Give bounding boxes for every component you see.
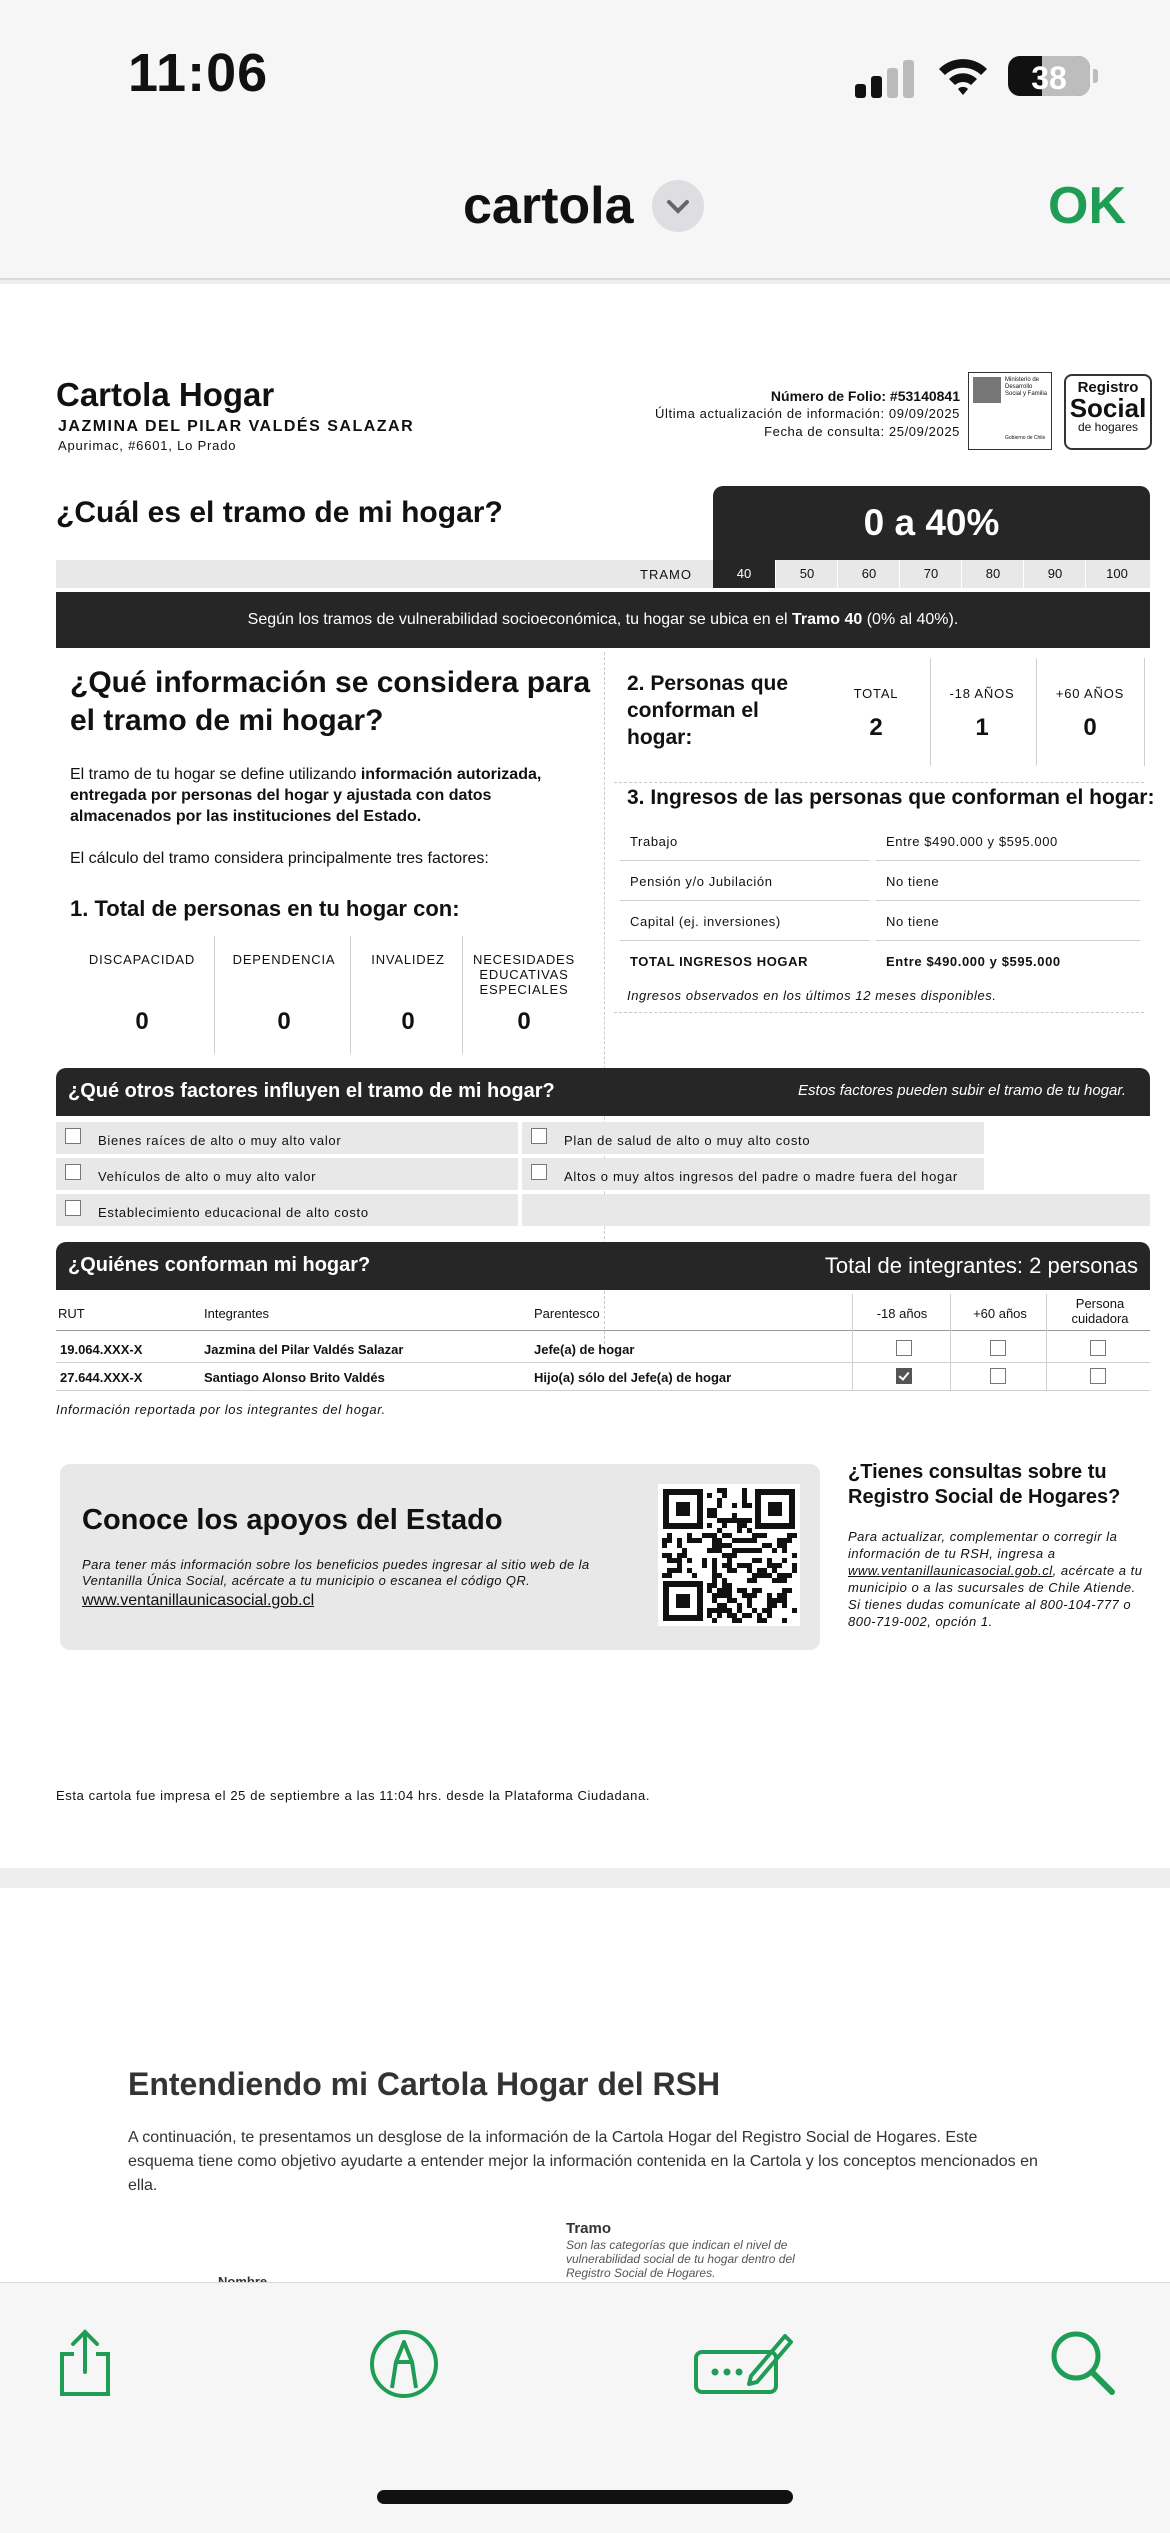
tramo-step: 100 [1085, 560, 1148, 588]
coat-of-arms-icon [973, 377, 1001, 403]
rsh-logo-line1: Registro [1077, 379, 1139, 396]
factor-label: Altos o muy altos ingresos del padre o madre fuera del hogar [564, 1169, 958, 1184]
persons-value: 0 [1083, 714, 1097, 741]
signature-icon[interactable] [693, 2330, 793, 2396]
consultas-pre: Para actualizar, complementar o corregir la información de tu RSH, ingresa a [848, 1529, 1118, 1561]
factor-checkbox[interactable] [65, 1128, 81, 1144]
tramo-note-pre: Según los tramos de vulnerabilidad socioeconómica, tu hogar se ubica en el [247, 611, 792, 628]
member-row-line [56, 1390, 1150, 1391]
section-divider-2 [614, 1012, 1144, 1013]
income-row-line [876, 940, 1140, 941]
consultas-link[interactable]: www.ventanillaunicasocial.gob.cl [848, 1563, 1053, 1578]
member-row-line [56, 1362, 1150, 1363]
condition-divider [350, 936, 351, 1054]
total-heading: 1. Total de personas en tu hogar con: [70, 896, 460, 921]
persons-label: +60 AÑOS [1055, 686, 1125, 701]
chevron-down-icon [652, 180, 704, 232]
member-over60-checkbox[interactable] [990, 1368, 1006, 1384]
battery-level: 38 [1031, 60, 1067, 96]
income-label: Capital (ej. inversiones) [630, 914, 781, 929]
condition-value: 0 [517, 1008, 531, 1035]
members-col-divider [1046, 1294, 1047, 1390]
persons-divider [1036, 658, 1037, 766]
members-col-header: Persona cuidadora [1071, 1296, 1129, 1326]
info-question: ¿Qué información se considera para el tramo de mi hogar? [70, 666, 591, 737]
members-header [56, 1242, 1150, 1290]
persons-heading: 2. Personas que conforman el hogar: [627, 672, 789, 749]
info-p1-b: información autorizada, entregada por personas del hogar y ajustada con datos almacenados por las instituciones del Estado. [70, 766, 542, 825]
condition-divider [214, 936, 215, 1054]
member-name: Santiago Alonso Brito Valdés [204, 1370, 385, 1385]
cellular-signal-icon [855, 58, 915, 98]
members-col-divider [950, 1294, 951, 1390]
printed-note: Esta cartola fue impresa el 25 de septiembre a las 11:04 hrs. desde la Plataforma Ciudadana. [56, 1788, 651, 1803]
pdf-page-1 [0, 284, 1170, 1868]
members-col-header: Integrantes [204, 1306, 270, 1321]
document-title[interactable]: cartola [463, 177, 634, 235]
income-value: No tiene [886, 874, 940, 889]
tramo-step: 40 [713, 560, 775, 588]
members-header-line [56, 1330, 1150, 1331]
members-title: ¿Quiénes conforman mi hogar? [68, 1254, 371, 1276]
member-relationship: Hijo(a) sólo del Jefe(a) de hogar [534, 1370, 732, 1385]
page2-title: Entendiendo mi Cartola Hogar del RSH [128, 2066, 721, 2102]
members-col-header: RUT [58, 1306, 85, 1321]
members-note: Información reportada por los integrantes del hogar. [56, 1402, 386, 1417]
income-value: Entre $490.000 y $595.000 [886, 834, 1058, 849]
members-total: Total de integrantes: 2 personas [824, 1253, 1138, 1278]
members-col-header: +60 años [973, 1306, 1027, 1321]
holder-name: JAZMINA DEL PILAR VALDÉS SALAZAR [58, 418, 415, 435]
markup-icon[interactable] [368, 2328, 440, 2400]
condition-label: DEPENDENCIA [232, 952, 336, 967]
tramo-label: TRAMO [640, 567, 692, 582]
member-over60-checkbox[interactable] [990, 1340, 1006, 1356]
tramo-question: ¿Cuál es el tramo de mi hogar? [56, 496, 503, 529]
factor-label: Bienes raíces de alto o muy alto valor [98, 1133, 342, 1148]
member-relationship: Jefe(a) de hogar [534, 1342, 635, 1357]
factor-checkbox[interactable] [531, 1164, 547, 1180]
consultas-title: ¿Tienes consultas sobre tu Registro Social de Hogares? [848, 1461, 1121, 1508]
factor-checkbox[interactable] [65, 1164, 81, 1180]
member-rut: 27.644.XXX-X [60, 1370, 143, 1385]
condition-value: 0 [401, 1008, 415, 1035]
info-p1-a: El tramo de tu hogar se define utilizando [70, 766, 361, 783]
apoyos-title: Conoce los apoyos del Estado [82, 1504, 503, 1536]
qr-code-icon [658, 1484, 800, 1626]
consultas-text [848, 1528, 1148, 1630]
share-icon[interactable] [50, 2328, 120, 2398]
rsh-logo-line2: Social [1069, 393, 1147, 423]
condition-divider [462, 936, 463, 1054]
tramo-step: 50 [775, 560, 838, 588]
factor-checkbox[interactable] [65, 1200, 81, 1216]
income-label: Trabajo [630, 834, 678, 849]
rsh-logo [1064, 374, 1152, 450]
home-indicator[interactable] [377, 2490, 793, 2504]
income-value: No tiene [886, 914, 940, 929]
ministry-name: Ministerio de Desarrollo Social y Familia [1005, 377, 1048, 397]
members-col-divider [852, 1294, 853, 1390]
section-divider [614, 782, 1144, 783]
factors-note: Estos factores pueden subir el tramo de tu hogar. [798, 1082, 1126, 1099]
income-row-line [876, 900, 1140, 901]
income-value: Entre $490.000 y $595.000 [886, 954, 1061, 969]
tramo-step: 60 [837, 560, 900, 588]
pdf-page-2 [0, 1888, 1170, 2288]
tramo-note-post: (0% al 40%). [862, 611, 959, 628]
status-time: 11:06 [128, 43, 269, 103]
search-icon[interactable] [1048, 2328, 1118, 2398]
apoyos-link[interactable]: www.ventanillaunicasocial.gob.cl [82, 1592, 315, 1609]
factors-title: ¿Qué otros factores influyen el tramo de mi hogar? [68, 1080, 555, 1102]
condition-value: 0 [135, 1008, 149, 1035]
holder-address: Apurimac, #6601, Lo Prado [58, 438, 237, 453]
income-label: TOTAL INGRESOS HOGAR [630, 954, 809, 969]
info-paragraph-2: El cálculo del tramo considera principalmente tres factores: [70, 850, 489, 867]
tramo-note-bold: Tramo 40 [792, 611, 863, 628]
factor-label: Establecimiento educacional de alto costo [98, 1205, 369, 1220]
title-menu-button[interactable] [652, 180, 704, 232]
tramo-note [56, 592, 1150, 648]
info-paragraph-1 [70, 764, 590, 827]
condition-label: INVALIDEZ [371, 952, 445, 967]
consultas-post: , acércate a tu municipio o a las sucursales de Chile Atiende. Si tienes dudas comunícate al 800-104-777 o 800-719-002, opción 1. [848, 1563, 1143, 1629]
doc-title: Cartola Hogar [56, 376, 275, 413]
persons-label: TOTAL [853, 686, 899, 701]
gov-name: Gobierno de Chile [1005, 435, 1046, 441]
condition-label: DISCAPACIDAD [88, 952, 196, 967]
persons-divider [1144, 658, 1145, 766]
factor-cell-empty [522, 1194, 1150, 1226]
done-button[interactable]: OK [1048, 177, 1126, 235]
income-row-line [620, 860, 870, 861]
ministry-logo [968, 372, 1052, 450]
consult-date: Fecha de consulta: 25/09/2025 [764, 424, 960, 439]
income-label: Pensión y/o Jubilación [630, 874, 773, 889]
persons-value: 1 [975, 714, 989, 741]
condition-label: NECESIDADES EDUCATIVAS ESPECIALES [473, 952, 575, 997]
battery-icon [1008, 56, 1090, 96]
column-divider [604, 652, 605, 1344]
income-row-line [620, 940, 870, 941]
wifi-icon [937, 55, 989, 97]
members-col-header: -18 años [876, 1306, 928, 1321]
members-col-header: Parentesco [534, 1306, 600, 1321]
income-row-line [620, 900, 870, 901]
condition-value: 0 [277, 1008, 291, 1035]
persons-label: -18 AÑOS [949, 686, 1015, 701]
tramo-step: 90 [1023, 560, 1086, 588]
tramo-step: 70 [899, 560, 962, 588]
member-under18-checkbox[interactable] [896, 1368, 912, 1384]
folio-number: Número de Folio: #53140841 [770, 388, 960, 404]
page2-intro: A continuación, te presentamos un desglose de la información de la Cartola Hogar del Registro Social de Hogares. Este esquema tiene como objetivo ayudarte a entender mejor la información contenida en la Cartola y los conceptos mencionados en ella. [128, 2129, 1038, 2194]
factor-label: Plan de salud de alto o muy alto costo [564, 1133, 811, 1148]
apoyos-card [60, 1464, 820, 1650]
page2-tramo-head: Tramo [566, 2220, 612, 2237]
page2-tramo-desc: Son las categorías que indican el nivel de vulnerabilidad social de tu hogar dentro del Registro Social de Hogares. [566, 2238, 795, 2280]
member-rut: 19.064.XXX-X [60, 1342, 143, 1357]
factor-checkbox[interactable] [531, 1128, 547, 1144]
tramo-value: 0 a 40% [713, 486, 1150, 560]
persons-divider [930, 658, 931, 766]
member-under18-checkbox[interactable] [896, 1340, 912, 1356]
factors-header [56, 1068, 1150, 1116]
income-row-line [876, 860, 1140, 861]
income-heading: 3. Ingresos de las personas que conforman el hogar: [627, 786, 1155, 809]
member-name: Jazmina del Pilar Valdés Salazar [204, 1342, 404, 1357]
factor-label: Vehículos de alto o muy alto valor [98, 1169, 317, 1184]
member-caregiver-checkbox[interactable] [1090, 1340, 1106, 1356]
tramo-step: 80 [961, 560, 1024, 588]
income-note: Ingresos observados en los últimos 12 meses disponibles. [627, 988, 997, 1003]
rsh-logo-line3: de hogares [1077, 420, 1139, 434]
last-update: Última actualización de información: 09/09/2025 [655, 406, 960, 421]
member-caregiver-checkbox[interactable] [1090, 1368, 1106, 1384]
persons-value: 2 [869, 714, 883, 741]
apoyos-text: Para tener más información sobre los beneficios puedes ingresar al sitio web de la Ventanilla Única Social, acércate a tu municipio o escanea el código QR. [82, 1557, 590, 1588]
